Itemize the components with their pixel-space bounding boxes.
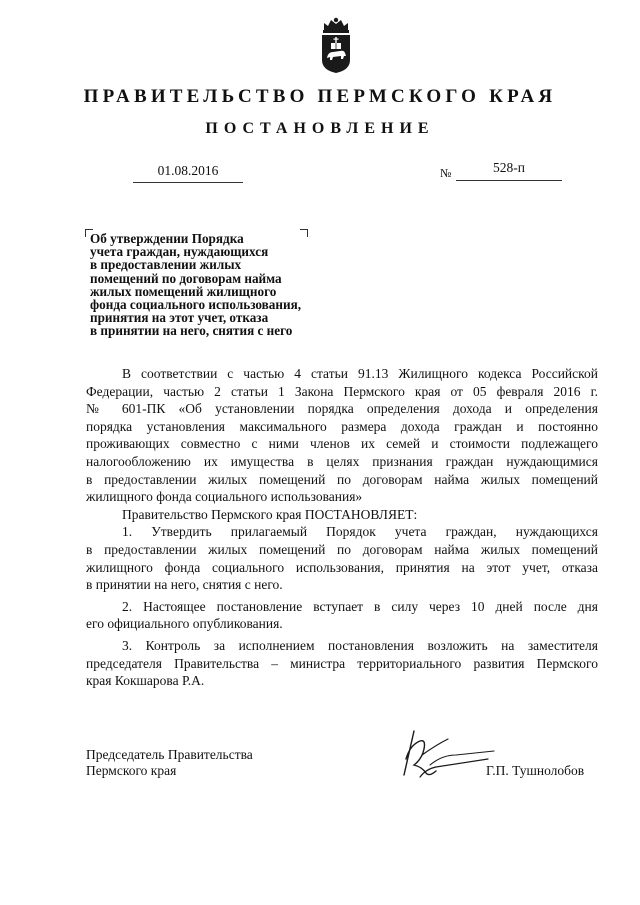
item-1-paragraph [86, 523, 598, 593]
preamble-paragraph [86, 365, 598, 506]
body-line: в предоставлении жилых помещений по договорам найма жилых помещений [86, 541, 598, 557]
document-body [86, 365, 598, 690]
body-line: 1. Утвердить прилагаемый Порядок учета граждан, нуждающихся [122, 524, 598, 540]
body-line: его официального опубликования. [86, 616, 283, 632]
document-number: 528-п [456, 160, 562, 181]
item-3-paragraph [86, 637, 598, 690]
body-line: 2. Настоящее постановление вступает в силу через 10 дней после дня [122, 598, 598, 614]
subject-line: фонда социального использования, [90, 297, 302, 313]
body-line: в принятии на него, снятия с него. [86, 577, 283, 593]
subject-line: учета граждан, нуждающихся [90, 244, 269, 260]
item-2-paragraph [86, 598, 598, 633]
subject-line: жилых помещений жилищного [90, 283, 277, 299]
body-line: № 601-ПК «Об установлении порядка определения дохода и определения [86, 401, 598, 417]
body-line: Федерации, частью 2 статьи 1 Закона Пермского края от 05 февраля 2016 г. [86, 383, 598, 399]
government-title: ПРАВИТЕЛЬСТВО ПЕРМСКОГО КРАЯ [83, 86, 557, 107]
subject-line: принятия на этот учет, отказа [90, 310, 269, 326]
body-line: края Кокшарова Р.А. [86, 673, 205, 689]
subject-line: помещений по договорам найма [90, 270, 282, 286]
subject-line: Об утверждении Порядка [90, 231, 244, 246]
subject-line: в предоставлении жилых [90, 257, 242, 273]
signatory-name: Г.П. Тушнолобов [486, 763, 585, 778]
resolves-line: Правительство Пермского края ПОСТАНОВЛЯЕТ: [122, 506, 418, 522]
body-line: налогообложению их имущества в целях признания граждан нуждающимися [86, 453, 598, 469]
body-line: председателя Правительства – министра территориального развития Пермского [86, 655, 598, 671]
subject-line: в принятии на него, снятия с него [90, 323, 293, 339]
body-line: проживающих совместно с ними членов их семей и стоимости подлежащего [86, 436, 598, 452]
document-subject [90, 232, 350, 338]
body-line: В соответствии с частью 4 статьи 91.13 Жилищного кодекса Российской [122, 366, 598, 381]
body-line: жилищного фонда социального использования, принятия на этот учет, отказа [86, 559, 598, 575]
document-type: ПОСТАНОВЛЕНИЕ [205, 120, 435, 137]
number-sign: № [440, 166, 452, 180]
signatory-position [86, 747, 253, 779]
body-line: 3. Контроль за исполнением постановления возложить на заместителя [122, 637, 598, 653]
coat-of-arms-icon [318, 16, 354, 74]
document-date: 01.08.2016 [133, 163, 243, 183]
body-line: жилищного фонда социального использования» [86, 489, 363, 505]
body-line: в предоставлении жилых помещений по договорам найма жилых помещений [86, 471, 598, 487]
position-line: Председатель Правительства [86, 747, 253, 762]
position-line: Пермского края [86, 763, 177, 778]
body-line: порядка установления максимального размера дохода граждан и постоянно [86, 418, 598, 434]
